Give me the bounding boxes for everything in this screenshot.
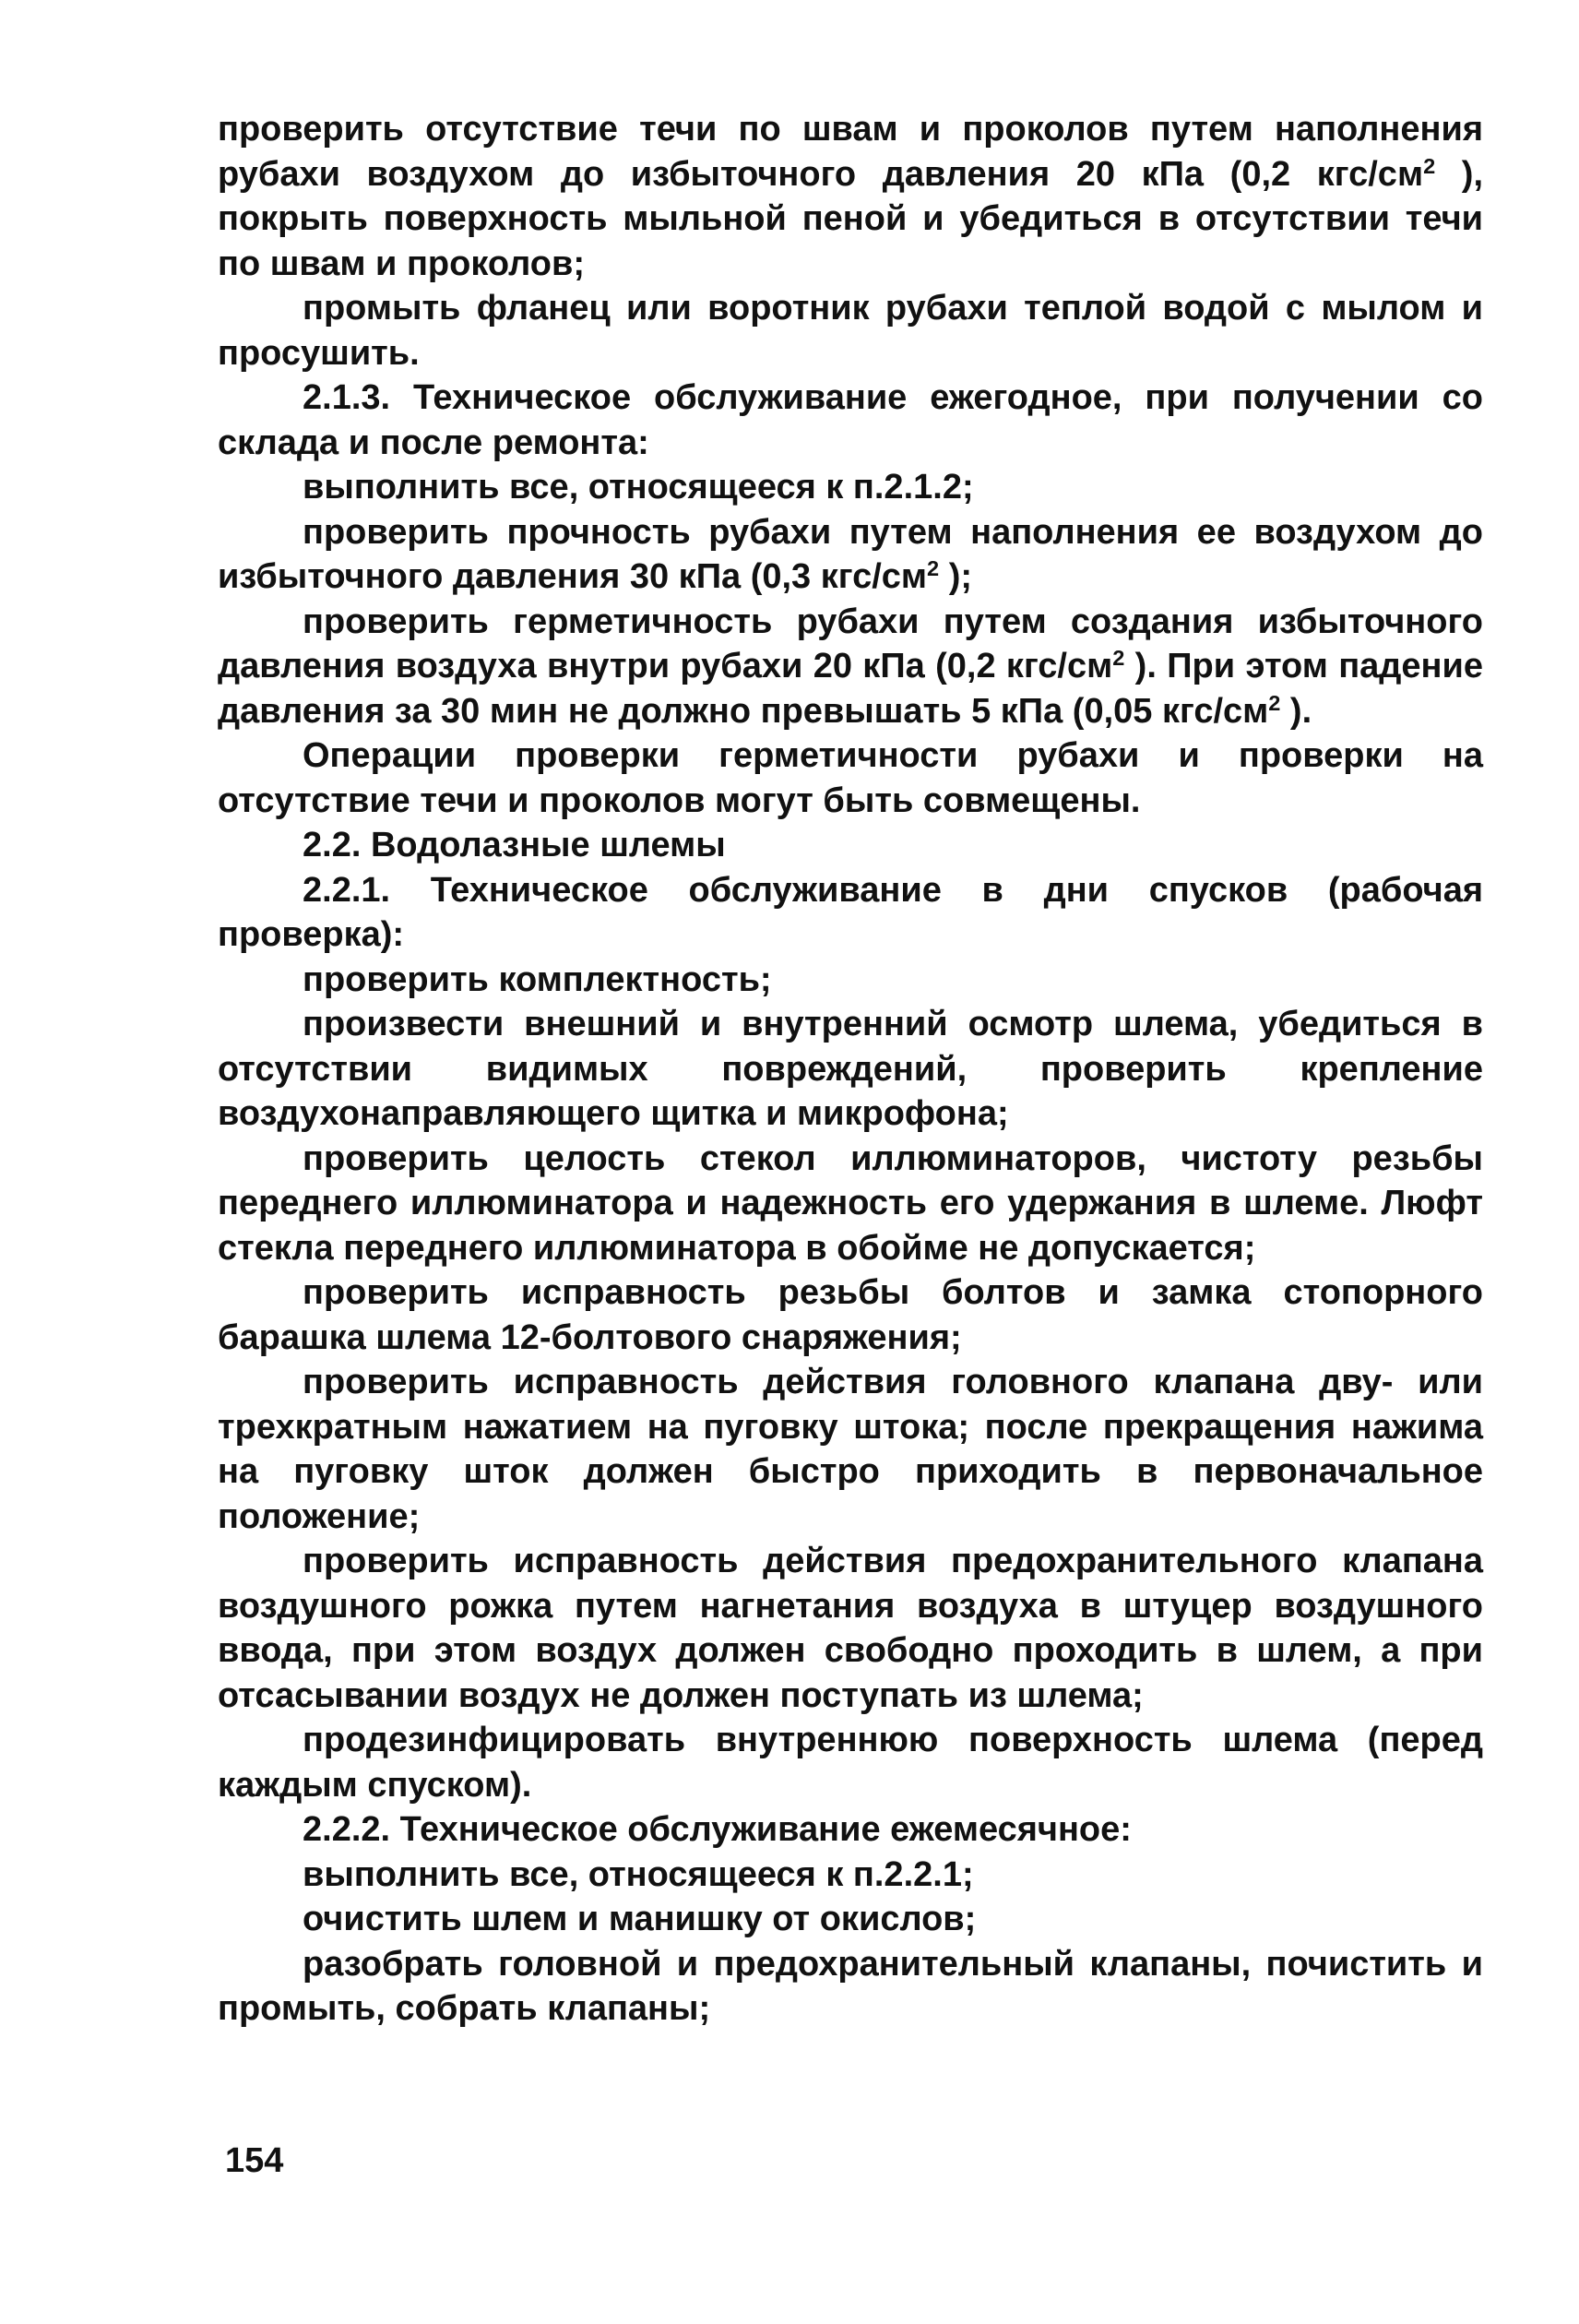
text-run: ). — [1280, 691, 1312, 731]
text-run: проверить комплектность; — [303, 959, 772, 999]
paragraph — [218, 1942, 1483, 2032]
text-run: ), покрыть поверхность мыльной пеной и убедиться в отсутствии течи по швам и проколов; — [218, 154, 1483, 283]
paragraph — [218, 510, 1483, 600]
paragraph — [218, 733, 1483, 823]
text-run: проверить исправность действия головного клапана дву- или трехкратным нажатием на пуговку штока; после прекращения нажима на пуговку шток должен быстро приходить в первоначальное положение; — [218, 1363, 1483, 1536]
text-run: проверить исправность резьбы болтов и замка стопорного барашка шлема 12-болтового снаряжения; — [218, 1273, 1483, 1357]
superscript: 2 — [1112, 646, 1125, 671]
paragraph — [218, 1718, 1483, 1807]
text-run: 2.2.2. Техническое обслуживание ежемесячное: — [303, 1810, 1132, 1849]
text-run: выполнить все, относящееся к п.2.2.1; — [303, 1854, 974, 1894]
paragraph — [218, 1897, 1483, 1942]
paragraph — [218, 1807, 1483, 1853]
text-run: 2.1.3. Техническое обслуживание ежегодное, при получении со склада и после ремонта: — [218, 378, 1483, 462]
paragraph — [218, 1360, 1483, 1539]
text-run: проверить герметичность рубахи путем создания избыточного давления воздуха внутри рубахи 20 кПа (0,2 кгс/см — [218, 602, 1483, 685]
body-text — [218, 107, 1483, 2032]
text-run: продезинфицировать внутреннюю поверхность шлема (перед каждым спуском). — [218, 1721, 1483, 1805]
text-run: проверить исправность действия предохранительного клапана воздушного рожка путем нагнетания воздуха в штуцер воздушного ввода, при этом воздух должен свободно проходить в шлем, а при отсасывании воздух не должен поступать из шлема; — [218, 1542, 1483, 1715]
text-run: 2.2.1. Техническое обслуживание в дни спусков (рабочая проверка): — [218, 870, 1483, 954]
paragraph — [218, 107, 1483, 286]
page-number: 154 — [225, 2141, 284, 2180]
text-run: Операции проверки герметичности рубахи и проверки на отсутствие течи и проколов могут быть совмещены. — [218, 736, 1483, 820]
text-run: проверить отсутствие течи по швам и проколов путем наполнения рубахи воздухом до избыточного давления 20 кПа (0,2 кгс/см — [218, 110, 1483, 194]
text-run: произвести внешний и внутренний осмотр шлема, убедиться в отсутствии видимых повреждений, проверить крепление воздухонаправляющего щитка и микрофона; — [218, 1005, 1483, 1133]
text-run: промыть фланец или воротник рубахи теплой водой с мылом и просушить. — [218, 289, 1483, 373]
paragraph — [218, 868, 1483, 958]
text-run: ); — [939, 557, 973, 596]
paragraph — [218, 823, 1483, 868]
paragraph — [218, 1853, 1483, 1898]
paragraph — [218, 1002, 1483, 1137]
text-run: очистить шлем и манишку от окислов; — [303, 1900, 977, 1938]
paragraph — [218, 600, 1483, 734]
text-run: разобрать головной и предохранительный клапаны, почистить и промыть, собрать клапаны; — [218, 1944, 1483, 2028]
text-run: проверить целость стекол иллюминаторов, чистоту резьбы переднего иллюминатора и надежность его удержания в шлеме. Люфт стекла переднего иллюминатора в обойме не допускается; — [218, 1138, 1483, 1268]
paragraph — [218, 286, 1483, 375]
paragraph — [218, 1270, 1483, 1360]
paragraph — [218, 1137, 1483, 1271]
text-run: ). При этом падение давления за 30 мин не должно превышать 5 кПа (0,05 кгс/см — [218, 647, 1483, 731]
superscript: 2 — [1268, 690, 1281, 715]
superscript: 2 — [927, 556, 940, 581]
text-run: проверить прочность рубахи путем наполнения ее воздухом до избыточного давления 30 кПа (0,3 кгс/см — [218, 512, 1483, 596]
text-run: выполнить все, относящееся к п.2.1.2; — [303, 468, 974, 507]
text-run: 2.2. Водолазные шлемы — [303, 826, 726, 864]
superscript: 2 — [1423, 153, 1436, 178]
paragraph — [218, 958, 1483, 1003]
paragraph — [218, 375, 1483, 465]
paragraph — [218, 465, 1483, 510]
paragraph — [218, 1539, 1483, 1718]
